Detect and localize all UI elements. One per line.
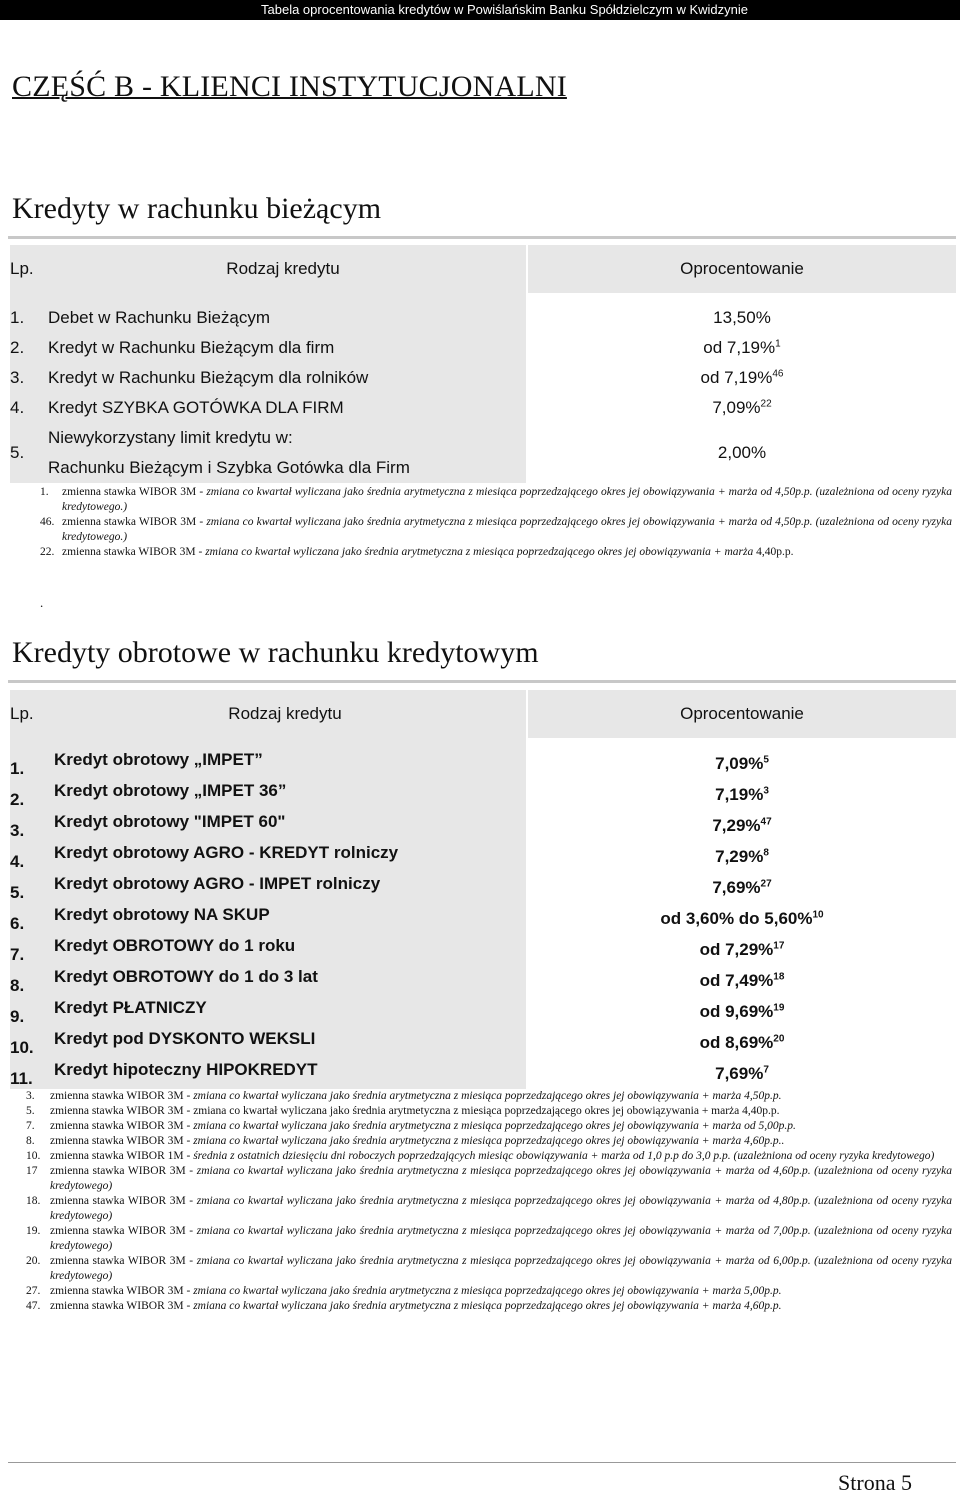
column-header-credit-type: Rodzaj kredytu (40, 245, 526, 293)
table-row (10, 1027, 956, 1058)
column-header-interest: Oprocentowanie (528, 245, 956, 293)
credit-name: Kredyt obrotowy „IMPET 36” (44, 779, 526, 810)
section1-footnotes (40, 485, 952, 560)
table-row (10, 965, 956, 996)
row-number: 4. (10, 393, 40, 423)
section-title-working-capital: Kredyty obrotowe w rachunku kredytowym (12, 636, 539, 669)
interest-rate: od 7,29%$^{17}$ (528, 934, 956, 965)
table-row (10, 779, 956, 810)
footnote: 10. zmienna stawka WIBOR 1M - średnia z ostatnich dziesięciu dni roboczych poprzedzających miesiąc obowiązywania + marża od 1,0 p.p do 3,0 p.p. (uzależniona od oceny ryzyka kredytowego) (26, 1150, 935, 1162)
footnote: 7. zmienna stawka WIBOR 3M - zmiana co kwartał wyliczana jako średnia arytmetyczna z miesiąca poprzedzającego okres jej obowiązywania + marża od 5,00p.p. (26, 1120, 796, 1132)
credit-name: Kredyt obrotowy „IMPET” (44, 748, 526, 779)
row-number: 5. (10, 872, 44, 903)
section-divider (8, 236, 956, 239)
stray-dot: . (40, 595, 44, 610)
footnote: 20. zmienna stawka WIBOR 3M - zmiana co kwartał wyliczana jako średnia arytmetyczna z miesiąca poprzedzającego okres jej obowiązywania + marża od 6,00p.p. (uzależniona od oceny ryzyka kredytowego) (26, 1255, 952, 1282)
footnote: 3. zmienna stawka WIBOR 3M - zmiana co kwartał wyliczana jako średnia arytmetyczna z miesiąca poprzedzającego okres jej obowiązywania + marża 4,50p.p. (26, 1090, 782, 1102)
footnote: 8. zmienna stawka WIBOR 3M - zmiana co kwartał wyliczana jako średnia arytmetyczna z miesiąca poprzedzającego okres jej obowiązywania + marża 4,60p.p.. (26, 1135, 785, 1147)
credit-name-line-2: Rachunku Bieżącym i Szybka Gotówka dla Firm (48, 458, 410, 477)
footnote: 18. zmienna stawka WIBOR 3M - zmiana co kwartał wyliczana jako średnia arytmetyczna z miesiąca poprzedzającego okres jej obowiązywania + marża od 4,80p.p. (uzależniona od oceny ryzyka kredytowego) (26, 1195, 952, 1222)
table-row (10, 423, 956, 483)
interest-rate: od 7,49%$^{18}$ (528, 965, 956, 996)
page-number: Strona 5 (838, 1470, 912, 1495)
credit-name: Kredyt w Rachunku Bieżącym dla firm (40, 333, 526, 363)
column-header-lp: Lp. (10, 245, 40, 293)
credit-name: Kredyt OBROTOWY do 1 do 3 lat (44, 965, 526, 996)
interest-rate: od 3,60% do 5,60%$^{10}$ (528, 903, 956, 934)
column-header-lp: Lp. (10, 690, 44, 738)
row-number: 5. (10, 423, 40, 483)
row-number: 4. (10, 841, 44, 872)
row-number: 6. (10, 903, 44, 934)
row-number: 1. (10, 303, 40, 333)
interest-rate: 7,09%$^{22}$ (528, 393, 956, 423)
footnote: 47. zmienna stawka WIBOR 3M - zmiana co kwartał wyliczana jako średnia arytmetyczna z miesiąca poprzedzającego okres jej obowiązywania + marża 4,60p.p. (26, 1300, 782, 1312)
interest-rate: 7,29%$^{47}$ (528, 810, 956, 841)
working-capital-credit-table (10, 690, 956, 1089)
interest-rate: 7,69%$^7$ (528, 1058, 956, 1089)
table-row (10, 810, 956, 841)
interest-rate: od 9,69%$^{19}$ (528, 996, 956, 1027)
row-number: 3. (10, 810, 44, 841)
row-number: 9. (10, 996, 44, 1027)
row-number: 7. (10, 934, 44, 965)
credit-name-line-1: Niewykorzystany limit kredytu w: (48, 428, 293, 447)
page-header (0, 0, 960, 20)
row-number: 2. (10, 333, 40, 363)
column-header-interest: Oprocentowanie (528, 690, 956, 738)
credit-name: Debet w Rachunku Bieżącym (40, 303, 526, 333)
credit-name: Kredyt SZYBKA GOTÓWKA DLA FIRM (40, 393, 526, 423)
credit-name (40, 423, 526, 483)
table-row (10, 363, 956, 393)
section2-footnotes (26, 1089, 952, 1314)
footnote: 46. zmienna stawka WIBOR 3M - zmiana co kwartał wyliczana jako średnia arytmetyczna z miesiąca poprzedzającego okres jej obowiązywania + marża od 4,50p.p. (uzależniona od oceny ryzyka kredytowego.) (40, 516, 952, 543)
footnote: 19. zmienna stawka WIBOR 3M - zmiana co kwartał wyliczana jako średnia arytmetyczna z miesiąca poprzedzającego okres jej obowiązywania + marża od 7,00p.p. (uzależniona od oceny ryzyka kredytowego) (26, 1225, 952, 1252)
interest-rate: 7,69%$^{27}$ (528, 872, 956, 903)
row-number: 8. (10, 965, 44, 996)
section-divider (8, 680, 956, 683)
interest-rate: 13,50% (528, 303, 956, 333)
interest-rate: od 7,19%$^1$ (528, 333, 956, 363)
interest-rate: od 7,19%$^{46}$ (528, 363, 956, 393)
footnote: 27. zmienna stawka WIBOR 3M - zmiana co kwartał wyliczana jako średnia arytmetyczna z miesiąca poprzedzającego okres jej obowiązywania + marża 5,00p.p. (26, 1285, 782, 1297)
footer-divider (8, 1462, 956, 1463)
footnote: 5. zmienna stawka WIBOR 3M - zmiana co kwartał wyliczana jako średnia arytmetyczna z miesiąca poprzedzającego okres jej obowiązywania + marża 4,40p.p. (26, 1105, 780, 1117)
table-row (10, 903, 956, 934)
row-number: 3. (10, 363, 40, 393)
interest-rate: 7,09%$^5$ (528, 748, 956, 779)
credit-name: Kredyt obrotowy AGRO - KREDYT rolniczy (44, 841, 526, 872)
interest-rate: 7,29%$^8$ (528, 841, 956, 872)
table-row (10, 872, 956, 903)
section-title-current-account: Kredyty w rachunku bieżącym (12, 192, 382, 225)
credit-name: Kredyt PŁATNICZY (44, 996, 526, 1027)
footnote: 17 zmienna stawka WIBOR 3M - zmiana co kwartał wyliczana jako średnia arytmetyczna z miesiąca poprzedzającego okres jej obowiązywania + marża od 4,60p.p. (uzależniona od oceny ryzyka kredytowego) (26, 1165, 952, 1192)
table-row (10, 303, 956, 333)
credit-name: Kredyt obrotowy NA SKUP (44, 903, 526, 934)
interest-rate: 7,19%$^3$ (528, 779, 956, 810)
table-row (10, 841, 956, 872)
footnote: 1. zmienna stawka WIBOR 3M - zmiana co kwartał wyliczana jako średnia arytmetyczna z miesiąca poprzedzającego okres jej obowiązywania + marża od 4,50p.p. (uzależniona od oceny ryzyka kredytowego.) (40, 486, 952, 513)
table-row (10, 934, 956, 965)
credit-name: Kredyt hipoteczny HIPOKREDYT (44, 1058, 526, 1089)
row-number: 11. (10, 1058, 44, 1089)
table-header-row (10, 245, 956, 293)
table-header-row (10, 690, 956, 738)
current-account-credit-table (10, 245, 956, 483)
credit-name: Kredyt pod DYSKONTO WEKSLI (44, 1027, 526, 1058)
credit-name: Kredyt obrotowy AGRO - IMPET rolniczy (44, 872, 526, 903)
interest-rate: od 8,69%$^{20}$ (528, 1027, 956, 1058)
row-number: 1. (10, 748, 44, 779)
table-row (10, 1058, 956, 1089)
table-row (10, 996, 956, 1027)
table-row (10, 333, 956, 363)
table-row (10, 748, 956, 779)
credit-name: Kredyt OBROTOWY do 1 roku (44, 934, 526, 965)
row-number: 10. (10, 1027, 44, 1058)
header-title: Tabela oprocentowania kredytów w Powiślańskim Banku Spółdzielczym w Kwidzynie (261, 2, 748, 17)
part-title: CZĘŚĆ B - KLIENCI INSTYTUCJONALNI (12, 70, 567, 103)
table-row (10, 393, 956, 423)
footnote: 22. zmienna stawka WIBOR 3M - zmiana co kwartał wyliczana jako średnia arytmetyczna z miesiąca poprzedzającego okres jej obowiązywania + marża 4,40p.p. (40, 546, 794, 558)
credit-name: Kredyt w Rachunku Bieżącym dla rolników (40, 363, 526, 393)
row-number: 2. (10, 779, 44, 810)
interest-rate: 2,00% (528, 423, 956, 483)
credit-name: Kredyt obrotowy "IMPET 60" (44, 810, 526, 841)
column-header-credit-type: Rodzaj kredytu (44, 690, 526, 738)
